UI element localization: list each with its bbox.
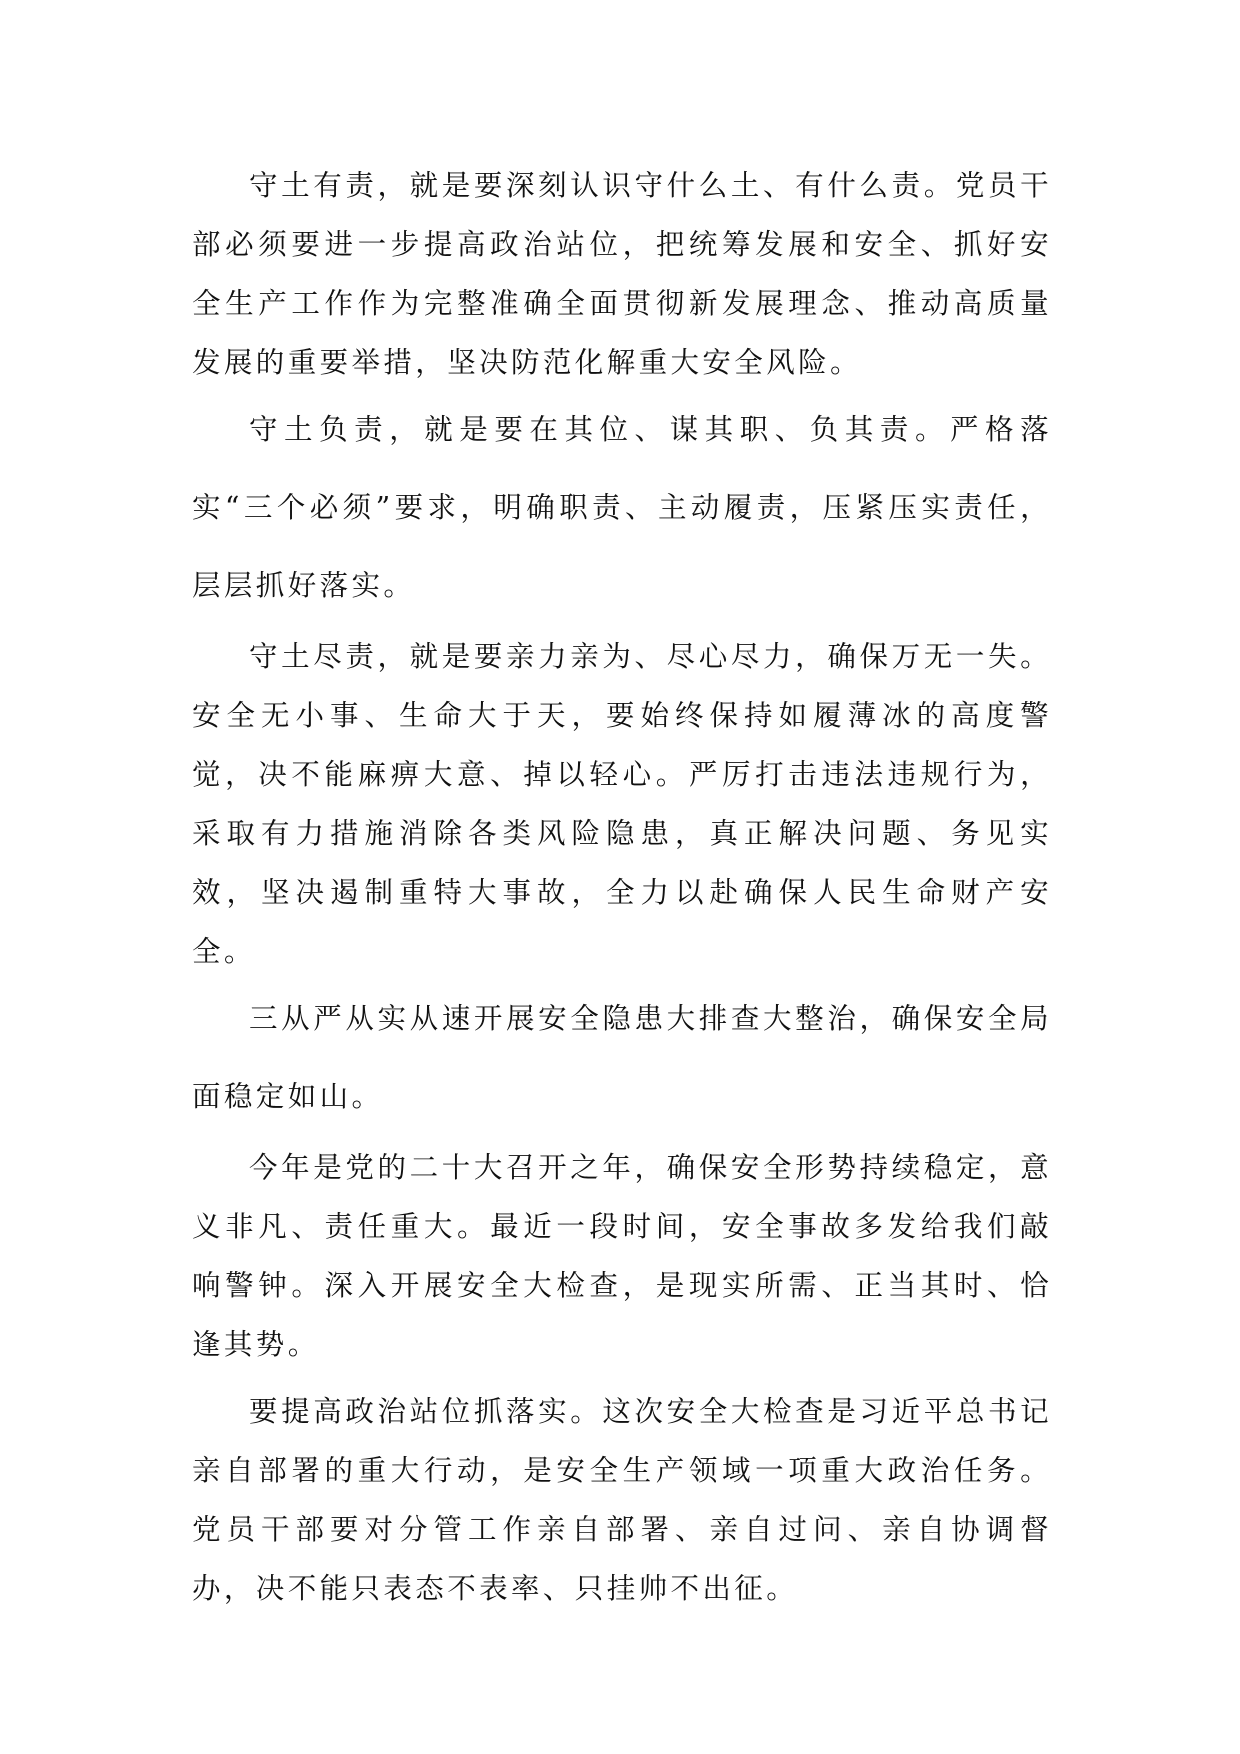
document-body	[192, 156, 1052, 1618]
paragraph-shoutu-fuze: 守土负责，就是要在其位、谋其职、负其责。严格落实“三个必须”要求，明确职责、主动履责，压紧压实责任，层层抓好落实。	[192, 413, 1052, 602]
paragraph-this-year: 今年是党的二十大召开之年，确保安全形势持续稳定，意义非凡、责任重大。最近一段时间，安全事故多发给我们敲响警钟。深入开展安全大检查，是现实所需、正当其时、恰逢其势。	[192, 1151, 1052, 1361]
paragraph-gap	[192, 1374, 1052, 1382]
paragraph-shoutu-youze: 守土有责，就是要深刻认识守什么土、有什么责。党员干部必须要进一步提高政治站位，把统筹发展和安全、抓好安全生产工作作为完整准确全面贯彻新发展理念、推动高质量发展的重要举措，坚决防范化解重大安全风险。	[192, 169, 1052, 379]
paragraph-shoutu-jinze: 守土尽责，就是要亲力亲为、尽心尽力，确保万无一失。安全无小事、生命大于天，要始终保持如履薄冰的高度警觉，决不能麻痹大意、掉以轻心。严厉打击违法违规行为，采取有力措施消除各类风险隐患，真正解决问题、务见实效，坚决遏制重特大事故，全力以赴确保人民生命财产安全。	[192, 640, 1052, 968]
paragraph-section-three-heading: 三从严从实从速开展安全隐患大排查大整治，确保安全局面稳定如山。	[192, 1002, 1052, 1113]
paragraph-political-standing: 要提高政治站位抓落实。这次安全大检查是习近平总书记亲自部署的重大行动，是安全生产领域一项重大政治任务。党员干部要对分管工作亲自部署、亲自过问、亲自协调督办，决不能只表态不表率、只挂帅不出征。	[192, 1395, 1052, 1605]
